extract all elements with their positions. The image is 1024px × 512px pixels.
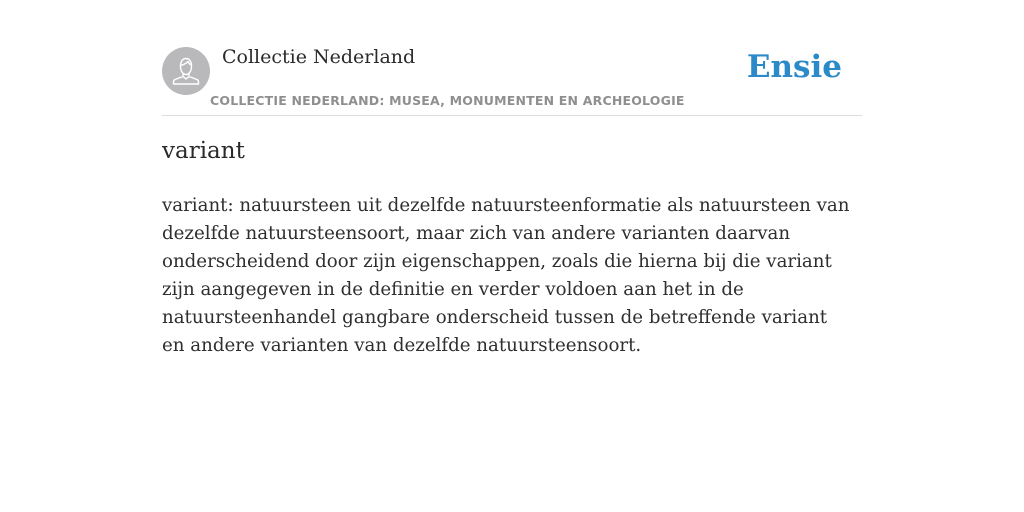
avatar[interactable]	[162, 47, 210, 95]
header	[162, 40, 862, 116]
source-label[interactable]: COLLECTIE NEDERLAND: MUSEA, MONUMENTEN EN ARCHEOLOGIE	[210, 93, 685, 108]
user-silhouette-icon	[162, 47, 210, 95]
entry-term: variant	[162, 138, 245, 164]
entry-definition: variant: natuursteen uit dezelfde natuursteenformatie als natuursteen van dezelfde natuursteensoort, maar zich van andere varianten daarvan onderscheidend door zijn eigenschappen, zoals die hierna bij die variant zijn aangegeven in de definitie en verder voldoen aan het in de natuursteenhandel gangbare onderscheid tussen de betreffende variant en andere varianten van dezelfde natuursteensoort.	[162, 195, 850, 356]
ensie-logo[interactable]: Ensie	[746, 49, 842, 85]
author-name[interactable]: Collectie Nederland	[222, 46, 416, 68]
